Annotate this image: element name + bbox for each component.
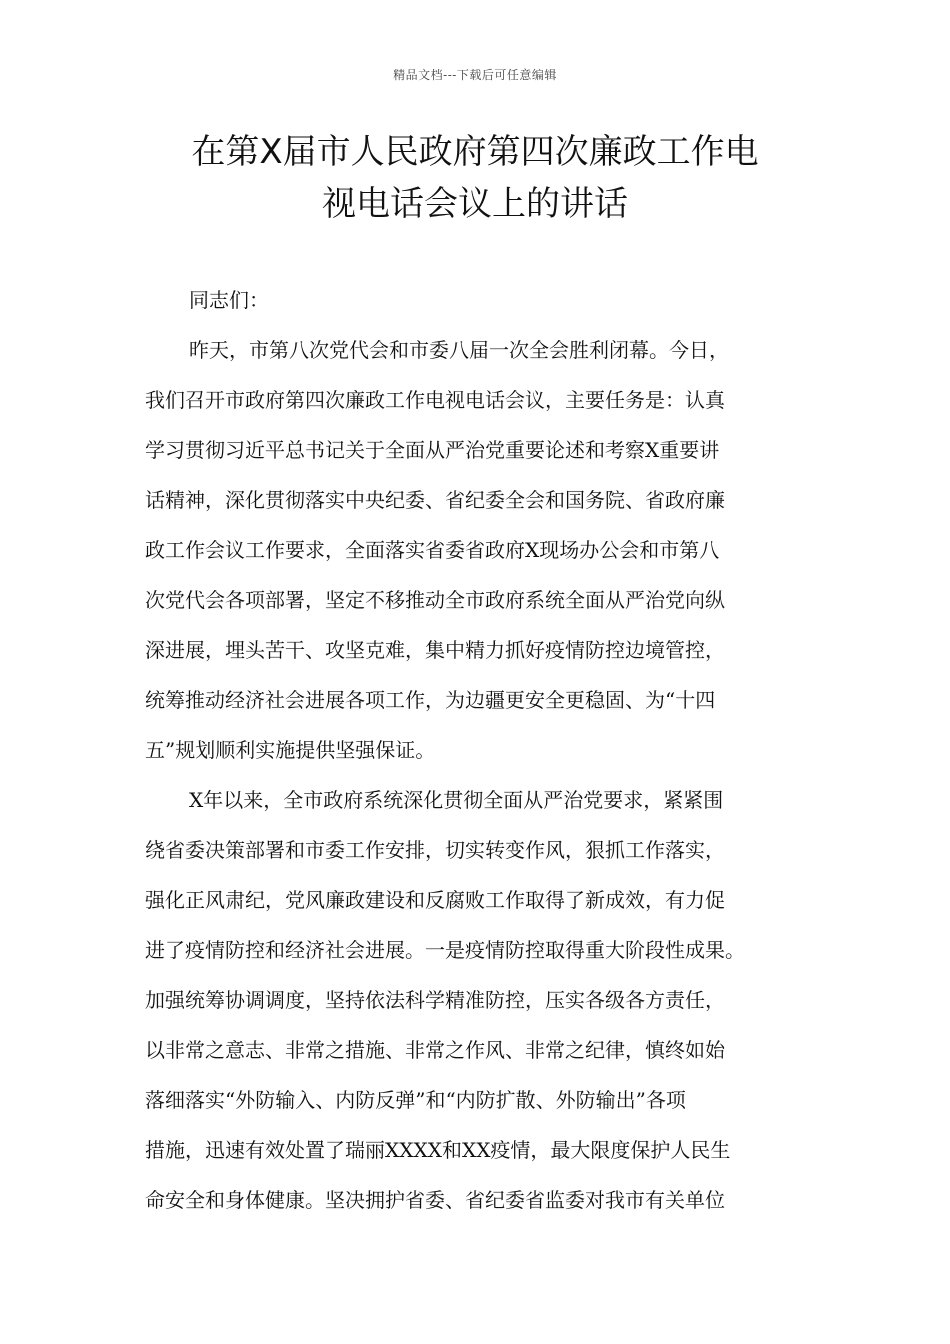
paragraph-line: 绕省委决策部署和市委工作安排，切实转变作风，狠抓工作落实， bbox=[145, 838, 725, 862]
paragraph-line: 加强统筹协调调度，坚持依法科学精准防控，压实各级各方责任， bbox=[145, 988, 725, 1012]
paragraph-2 bbox=[145, 775, 825, 1225]
paragraph-line: 进了疫情防控和经济社会进展。一是疫情防控取得重大阶段性成果。 bbox=[145, 938, 745, 962]
document-title bbox=[120, 126, 830, 230]
paragraph-line: 以非常之意志、非常之措施、非常之作风、非常之纪律，慎终如始 bbox=[145, 1038, 725, 1062]
paragraph-line: 昨天，市第八次党代会和市委八届一次全会胜利闭幕。今日， bbox=[189, 338, 729, 362]
paragraph-1 bbox=[145, 325, 825, 775]
paragraph-line: 措施，迅速有效处置了瑞丽XXXX和XX疫情，最大限度保护人民生 bbox=[145, 1138, 731, 1162]
paragraph-line: 我们召开市政府第四次廉政工作电视电话会议，主要任务是：认真 bbox=[145, 388, 725, 412]
paragraph-line: 话精神，深化贯彻落实中央纪委、省纪委全会和国务院、省政府廉 bbox=[145, 488, 725, 512]
paragraph-line: 五”规划顺利实施提供坚强保证。 bbox=[145, 738, 436, 762]
title-line: 在第X届市人民政府第四次廉政工作电 bbox=[191, 132, 759, 172]
header-note: 精品文档---下载后可任意编辑 bbox=[393, 68, 557, 82]
paragraph-line: X年以来，全市政府系统深化贯彻全面从严治党要求，紧紧围 bbox=[189, 788, 724, 812]
title-line: 视电话会议上的讲话 bbox=[322, 184, 628, 224]
paragraph-line: 学习贯彻习近平总书记关于全面从严治党重要论述和考察X重要讲 bbox=[145, 438, 720, 462]
paragraph-line: 命安全和身体健康。坚决拥护省委、省纪委省监委对我市有关单位 bbox=[145, 1188, 725, 1212]
paragraph-line: 强化正风肃纪，党风廉政建设和反腐败工作取得了新成效，有力促 bbox=[145, 888, 725, 912]
paragraph-line: 深进展，埋头苦干、攻坚克难，集中精力抓好疫情防控边境管控， bbox=[145, 638, 725, 662]
paragraph-line: 政工作会议工作要求，全面落实省委省政府X现场办公会和市第八 bbox=[145, 538, 720, 562]
paragraph-line: 次党代会各项部署，坚定不移推动全市政府系统全面从严治党向纵 bbox=[145, 588, 725, 612]
salutation: 同志们： bbox=[189, 288, 269, 312]
paragraph-line: 落细落实“外防输入、内防反弹”和“内防扩散、外防输出”各项 bbox=[145, 1088, 686, 1112]
paragraph-line: 统筹推动经济社会进展各项工作，为边疆更安全更稳固、为“十四 bbox=[145, 688, 716, 712]
document-body bbox=[145, 275, 825, 1225]
